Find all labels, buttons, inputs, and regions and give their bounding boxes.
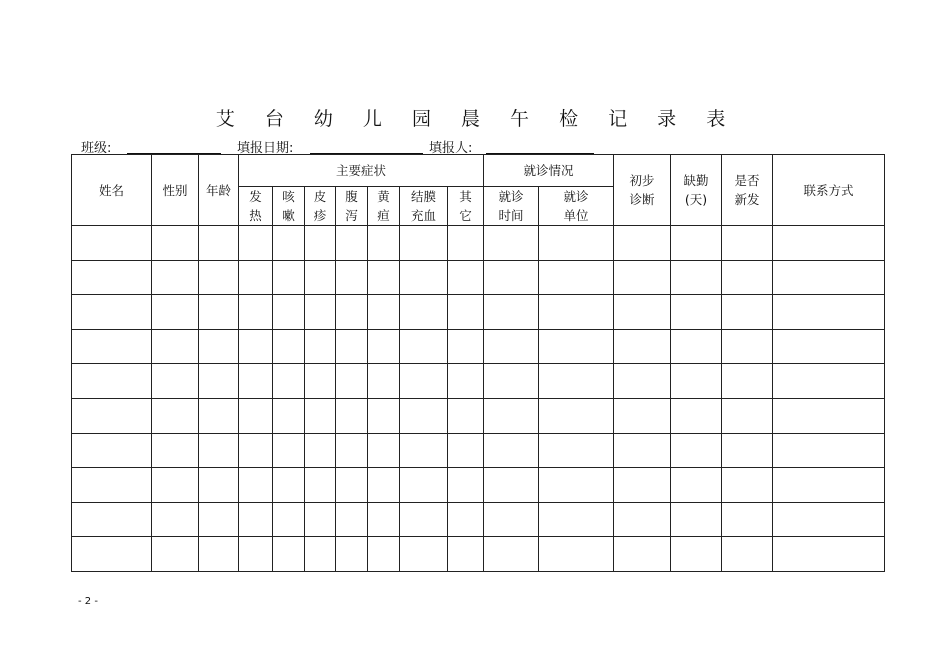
table-cell[interactable] [400, 260, 448, 295]
header-new-case-line2: 新发 [734, 192, 760, 207]
table-cell[interactable] [484, 226, 539, 261]
table-cell[interactable] [484, 537, 539, 572]
table-cell[interactable] [336, 329, 368, 364]
header-other-line1: 其 [459, 189, 472, 204]
table-cell[interactable] [722, 502, 773, 537]
date-blank[interactable] [310, 141, 423, 154]
table-cell[interactable] [448, 260, 484, 295]
table-cell[interactable] [305, 502, 336, 537]
table-row [72, 364, 885, 399]
header-new-case [722, 155, 773, 226]
table-cell[interactable] [484, 468, 539, 503]
table-cell[interactable] [448, 226, 484, 261]
table-cell[interactable] [305, 468, 336, 503]
table-row [72, 295, 885, 330]
table-cell[interactable] [199, 468, 239, 503]
table-cell[interactable] [273, 502, 305, 537]
table-cell[interactable] [448, 329, 484, 364]
header-diagnosis [614, 155, 671, 226]
header-jaundice [368, 187, 400, 226]
table-cell[interactable] [152, 398, 199, 433]
table-row [72, 537, 885, 572]
table-cell[interactable] [368, 468, 400, 503]
table-cell[interactable] [152, 433, 199, 468]
table-cell[interactable] [72, 329, 152, 364]
table-cell[interactable] [305, 398, 336, 433]
table-cell[interactable] [448, 398, 484, 433]
table-cell[interactable] [152, 537, 199, 572]
table-cell[interactable] [539, 537, 614, 572]
table-cell[interactable] [671, 226, 722, 261]
table-cell[interactable] [72, 537, 152, 572]
header-other-line2: 它 [459, 208, 472, 223]
header-new-case-line1: 是否 [734, 173, 760, 188]
header-diarrhea-line1: 腹 [345, 189, 358, 204]
table-cell[interactable] [273, 329, 305, 364]
table-cell[interactable] [368, 295, 400, 330]
table-cell[interactable] [671, 295, 722, 330]
table-cell[interactable] [336, 226, 368, 261]
table-cell[interactable] [671, 433, 722, 468]
table-cell[interactable] [72, 226, 152, 261]
person-label: 填报人: [429, 141, 473, 156]
table-cell[interactable] [368, 329, 400, 364]
table-cell[interactable] [614, 364, 671, 399]
table-cell[interactable] [484, 364, 539, 399]
table-cell[interactable] [448, 295, 484, 330]
header-jaundice-line1: 黄 [377, 189, 390, 204]
table-cell[interactable] [199, 537, 239, 572]
table-cell[interactable] [239, 364, 273, 399]
table-cell[interactable] [400, 398, 448, 433]
table-cell[interactable] [773, 537, 885, 572]
header-age: 年龄 [199, 155, 239, 226]
table-cell[interactable] [484, 502, 539, 537]
table-cell[interactable] [773, 329, 885, 364]
header-name: 姓名 [72, 155, 152, 226]
table-cell[interactable] [671, 468, 722, 503]
table-cell[interactable] [336, 502, 368, 537]
table-cell[interactable] [239, 502, 273, 537]
table-cell[interactable] [448, 537, 484, 572]
table-row [72, 502, 885, 537]
table-cell[interactable] [199, 295, 239, 330]
header-visit-unit-line1: 就诊 [563, 189, 589, 204]
table-cell[interactable] [199, 398, 239, 433]
table-cell[interactable] [539, 502, 614, 537]
table-cell[interactable] [72, 502, 152, 537]
table-cell[interactable] [539, 226, 614, 261]
table-cell[interactable] [671, 364, 722, 399]
header-rash [305, 187, 336, 226]
table-cell[interactable] [273, 433, 305, 468]
table-cell[interactable] [773, 226, 885, 261]
table-cell[interactable] [614, 398, 671, 433]
table-cell[interactable] [539, 468, 614, 503]
table-cell[interactable] [199, 433, 239, 468]
header-visit-time-line2: 时间 [498, 208, 524, 223]
header-visit-group: 就诊情况 [484, 155, 614, 187]
table-cell[interactable] [273, 364, 305, 399]
header-symptoms-group: 主要症状 [239, 155, 484, 187]
table-cell[interactable] [72, 433, 152, 468]
table-cell[interactable] [484, 260, 539, 295]
table-cell[interactable] [72, 260, 152, 295]
table-cell[interactable] [336, 537, 368, 572]
header-absence-line1: 缺勤 [683, 173, 709, 188]
table-cell[interactable] [484, 433, 539, 468]
table-cell[interactable] [72, 295, 152, 330]
table-row [72, 260, 885, 295]
table-cell[interactable] [239, 398, 273, 433]
form-title: 艾 台 幼 儿 园 晨 午 检 记 录 表 [215, 108, 735, 130]
table-cell[interactable] [671, 502, 722, 537]
table-cell[interactable] [368, 260, 400, 295]
table-cell[interactable] [539, 260, 614, 295]
table-cell[interactable] [722, 433, 773, 468]
table-cell[interactable] [773, 398, 885, 433]
table-cell[interactable] [239, 329, 273, 364]
table-row [72, 398, 885, 433]
header-conjunctivitis-line1: 结膜 [410, 189, 436, 204]
table-cell[interactable] [722, 537, 773, 572]
table-cell[interactable] [305, 260, 336, 295]
header-fever-line1: 发 [249, 189, 262, 204]
table-cell[interactable] [484, 329, 539, 364]
table-cell[interactable] [368, 502, 400, 537]
table-cell[interactable] [400, 226, 448, 261]
table-cell[interactable] [400, 295, 448, 330]
table-cell[interactable] [368, 537, 400, 572]
table-cell[interactable] [614, 502, 671, 537]
header-conjunctivitis [400, 187, 448, 226]
class-label: 班级: [81, 141, 112, 156]
table-cell[interactable] [773, 364, 885, 399]
header-fever [239, 187, 273, 226]
table-cell[interactable] [273, 260, 305, 295]
table-cell[interactable] [72, 468, 152, 503]
header-cough-line1: 咳 [282, 189, 295, 204]
table-cell[interactable] [400, 468, 448, 503]
table-cell[interactable] [152, 295, 199, 330]
table-cell[interactable] [400, 537, 448, 572]
table-cell[interactable] [400, 329, 448, 364]
table-cell[interactable] [273, 398, 305, 433]
table-cell[interactable] [368, 433, 400, 468]
table-cell[interactable] [368, 364, 400, 399]
table-cell[interactable] [773, 295, 885, 330]
table-cell[interactable] [305, 329, 336, 364]
table-cell[interactable] [199, 260, 239, 295]
table-cell[interactable] [273, 226, 305, 261]
table-cell[interactable] [484, 295, 539, 330]
table-cell[interactable] [152, 364, 199, 399]
table-cell[interactable] [273, 295, 305, 330]
table-cell[interactable] [239, 260, 273, 295]
table-cell[interactable] [152, 226, 199, 261]
table-cell[interactable] [239, 468, 273, 503]
table-cell[interactable] [539, 364, 614, 399]
table-cell[interactable] [722, 295, 773, 330]
table-cell[interactable] [336, 295, 368, 330]
table-cell[interactable] [305, 433, 336, 468]
header-diagnosis-line1: 初步 [629, 173, 655, 188]
table-cell[interactable] [336, 398, 368, 433]
table-cell[interactable] [671, 260, 722, 295]
header-visit-time-line1: 就诊 [498, 189, 524, 204]
table-cell[interactable] [614, 329, 671, 364]
table-cell[interactable] [199, 329, 239, 364]
table-cell[interactable] [72, 398, 152, 433]
table-cell[interactable] [239, 226, 273, 261]
table-cell[interactable] [336, 364, 368, 399]
table-cell[interactable] [614, 537, 671, 572]
table-cell[interactable] [273, 468, 305, 503]
table-cell[interactable] [72, 364, 152, 399]
table-cell[interactable] [539, 295, 614, 330]
table-cell[interactable] [336, 260, 368, 295]
header-diagnosis-line2: 诊断 [629, 192, 655, 207]
table-cell[interactable] [400, 364, 448, 399]
header-cough-line2: 嗽 [282, 208, 295, 223]
table-cell[interactable] [614, 260, 671, 295]
table-cell[interactable] [305, 295, 336, 330]
table-cell[interactable] [368, 226, 400, 261]
table-cell[interactable] [614, 226, 671, 261]
table-cell[interactable] [239, 433, 273, 468]
header-absence-line2: (天) [684, 192, 708, 207]
table-row [72, 468, 885, 503]
header-diarrhea [336, 187, 368, 226]
table-row [72, 433, 885, 468]
table-cell[interactable] [239, 295, 273, 330]
header-rash-line2: 疹 [313, 208, 327, 223]
table-cell[interactable] [448, 502, 484, 537]
header-visit-time [484, 187, 539, 226]
header-other [448, 187, 484, 226]
table-cell[interactable] [671, 537, 722, 572]
table-cell[interactable] [484, 398, 539, 433]
table-cell[interactable] [722, 260, 773, 295]
header-conjunctivitis-line2: 充血 [410, 208, 436, 223]
table-cell[interactable] [305, 537, 336, 572]
table-cell[interactable] [614, 468, 671, 503]
table-cell[interactable] [614, 295, 671, 330]
header-gender: 性别 [152, 155, 199, 226]
table-cell[interactable] [336, 433, 368, 468]
table-cell[interactable] [199, 502, 239, 537]
table-cell[interactable] [722, 329, 773, 364]
table-cell[interactable] [368, 398, 400, 433]
table-cell[interactable] [671, 398, 722, 433]
table-cell[interactable] [400, 433, 448, 468]
table-cell[interactable] [152, 260, 199, 295]
table-cell[interactable] [722, 398, 773, 433]
table-cell[interactable] [400, 502, 448, 537]
class-blank[interactable] [127, 141, 221, 154]
table-cell[interactable] [671, 329, 722, 364]
table-cell[interactable] [448, 364, 484, 399]
table-cell[interactable] [722, 226, 773, 261]
header-cough [273, 187, 305, 226]
table-cell[interactable] [199, 364, 239, 399]
table-row [72, 329, 885, 364]
table-cell[interactable] [773, 502, 885, 537]
table-cell[interactable] [152, 329, 199, 364]
page-number: - 2 - [78, 596, 98, 607]
table-cell[interactable] [199, 226, 239, 261]
table-cell[interactable] [152, 468, 199, 503]
table-cell[interactable] [448, 433, 484, 468]
table-cell[interactable] [539, 433, 614, 468]
table-cell[interactable] [539, 329, 614, 364]
header-absence [671, 155, 722, 226]
table-cell[interactable] [448, 468, 484, 503]
header-visit-unit-line2: 单位 [563, 208, 589, 223]
table-cell[interactable] [614, 433, 671, 468]
header-fever-line2: 热 [249, 208, 262, 223]
table-cell[interactable] [152, 502, 199, 537]
person-blank[interactable] [486, 141, 594, 154]
table-cell[interactable] [239, 537, 273, 572]
table-cell[interactable] [773, 468, 885, 503]
check-record-table [71, 154, 885, 572]
table-cell[interactable] [305, 364, 336, 399]
header-visit-unit [539, 187, 614, 226]
table-body [72, 226, 885, 572]
table-cell[interactable] [722, 468, 773, 503]
date-label: 填报日期: [237, 141, 294, 156]
table-cell[interactable] [305, 226, 336, 261]
table-cell[interactable] [273, 537, 305, 572]
table-cell[interactable] [336, 468, 368, 503]
table-cell[interactable] [773, 260, 885, 295]
header-contact: 联系方式 [773, 155, 885, 226]
table-cell[interactable] [539, 398, 614, 433]
header-rash-line1: 皮 [313, 189, 327, 204]
header-diarrhea-line2: 泻 [345, 208, 358, 223]
table-row [72, 226, 885, 261]
table-cell[interactable] [773, 433, 885, 468]
header-jaundice-line2: 疸 [377, 208, 390, 223]
table-cell[interactable] [722, 364, 773, 399]
